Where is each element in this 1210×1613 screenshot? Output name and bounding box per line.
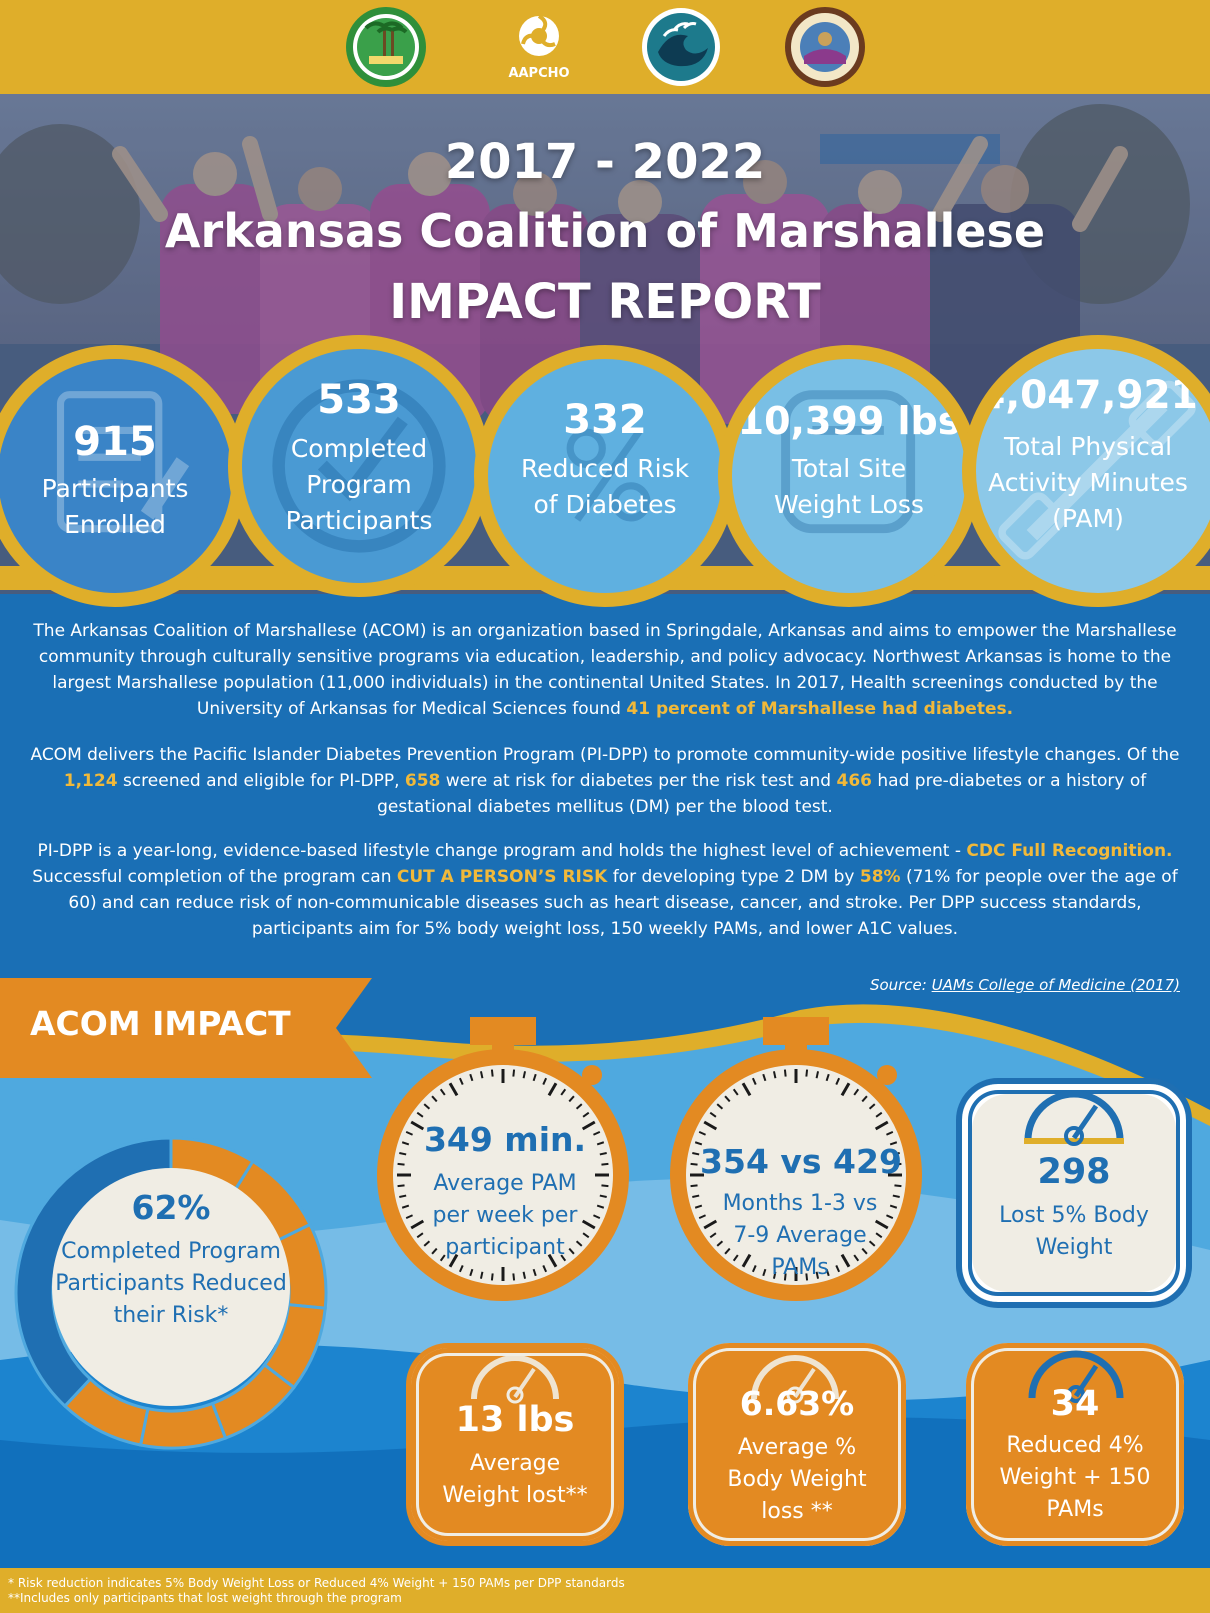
card2-label: Body Weight (727, 1467, 867, 1492)
watch2-label: 7-9 Average (733, 1223, 867, 1248)
intro-text: ACOM delivers the Pacific Islander Diabetes Prevention Program (PI-DPP) to promote community-wide positive lifestyle changes. Of the (30, 745, 1180, 765)
intro-text: screened and eligible for PI-DPP, (117, 771, 405, 791)
stat-label: of Diabetes (533, 490, 677, 519)
stopwatch-tick (600, 1153, 607, 1154)
stat-value: 915 (73, 419, 157, 465)
stopwatch-tick (513, 1273, 514, 1280)
stopwatch-tick (481, 1272, 482, 1279)
card3-value: 34 (1050, 1384, 1100, 1424)
footer (0, 1568, 1210, 1613)
stopwatch-tick (492, 1070, 493, 1077)
impact-section-title: ACOM IMPACT (30, 1004, 291, 1043)
card3-label: Reduced 4% (1006, 1433, 1144, 1458)
stopwatch-tick (481, 1071, 482, 1078)
highlight-text: CUT A PERSON’S RISK (396, 867, 608, 887)
stopwatch-tick (398, 1185, 405, 1186)
intro-text: PI-DPP is a year-long, evidence-based lifestyle change program and holds the highest level of achievement - (37, 841, 967, 861)
stat-label: Enrolled (64, 510, 166, 539)
report-title: IMPACT REPORT (389, 274, 821, 330)
watch2-label: PAMs (771, 1255, 829, 1280)
highlight-number: 466 (836, 771, 872, 791)
stat-label: Completed (290, 434, 428, 463)
stat-value: 4,047,921 (978, 373, 1198, 418)
stat-label: Total Physical (1003, 432, 1173, 461)
highlight-text: CDC Full Recognition. (966, 841, 1173, 861)
footnote-2: **Includes only participants that lost weight through the program (8, 1591, 402, 1605)
card2-label: loss ** (761, 1499, 833, 1524)
donut-segment-reduced (141, 1403, 226, 1448)
aapcho-logo (498, 6, 580, 88)
stat-circle-weight-loss (718, 345, 980, 607)
source-link[interactable]: UAMs College of Medicine (2017) (931, 976, 1180, 994)
gauge-icon (1022, 1090, 1126, 1146)
stat-circle-participants-enrolled (0, 345, 246, 607)
stat-label: Participants (41, 474, 189, 503)
intro-text: were at risk for diabetes per the risk test and (440, 771, 837, 791)
stopwatch-tick (399, 1153, 406, 1154)
stat-value: 533 (317, 377, 401, 423)
stat-circle-completed-participants (228, 335, 490, 597)
aapcho-logo-text: AAPCHO (508, 66, 570, 81)
footnote-1: * Risk reduction indicates 5% Body Weight Loss or Reduced 4% Weight + 150 PAMs per DPP standards (8, 1576, 625, 1590)
stat-value: 10,399 lbs (737, 399, 961, 443)
stopwatch-tick (524, 1071, 525, 1078)
intro-text: for developing type 2 DM by (607, 867, 860, 887)
card1-label: Average (469, 1451, 561, 1476)
logo-bar (0, 0, 1210, 94)
stat-label: Activity Minutes (988, 468, 1188, 497)
stopwatch-tick (691, 1185, 698, 1186)
highlight-text: 41 percent of Marshallese had diabetes (626, 699, 1007, 719)
donut-label: Completed Program Participants Reduced their Risk* (55, 1239, 287, 1328)
stopwatch-tick (601, 1164, 608, 1165)
pacific-islanders-center-logo (345, 6, 427, 88)
watch1-label: Average PAM (433, 1171, 577, 1196)
watch1-label: participant (445, 1235, 565, 1260)
watch1-value: 349 min. (423, 1120, 587, 1159)
card-top-value: 298 (1037, 1152, 1111, 1192)
stopwatch-tick (785, 1070, 786, 1077)
source-citation (870, 976, 1180, 994)
highlight-number: 1,124 (63, 771, 118, 791)
intro-text: Successful completion of the program can (32, 867, 397, 887)
intro-text: (71% for people over the age of 60) and can reduce risk of non-communicable diseases such as heart disease, cancer, and stroke. Per DPP success standards, participants aim for 5% body weight loss, 150 weekly PAMs, and lower A1C values. (68, 867, 1178, 939)
stat-label: Program (306, 470, 412, 499)
watch1-label: per week per (432, 1203, 578, 1228)
stat-label: Participants (285, 506, 433, 535)
stopwatch-tick (524, 1272, 525, 1279)
card2-label: Average % (737, 1435, 857, 1460)
stat-circle-reduced-risk (474, 345, 736, 607)
card1-label: Weight lost** (442, 1483, 588, 1508)
card3-label: PAMs (1046, 1497, 1104, 1522)
report-years: 2017 - 2022 (444, 134, 766, 190)
watch2-value: 354 vs 429 (700, 1142, 902, 1181)
wave-logo (640, 6, 722, 88)
gauge-icon (468, 1353, 562, 1405)
stopwatch-tick (692, 1196, 699, 1197)
intro-paragraph-3 (20, 838, 1190, 942)
donut-value: 62% (131, 1188, 211, 1227)
highlight-text: . (1006, 699, 1014, 719)
stopwatch-tick (513, 1070, 514, 1077)
intro-text: had pre-diabetes or a history of gestational diabetes mellitus (DM) per the blood test. (377, 771, 1147, 817)
stat-label: Reduced Risk (520, 454, 690, 483)
organization-name: Arkansas Coalition of Marshallese (164, 204, 1046, 258)
stopwatch-tick (492, 1273, 493, 1280)
stopwatch-tick (806, 1070, 807, 1077)
highlight-number: 658 (404, 771, 441, 791)
source-prefix: Source: (869, 976, 932, 994)
watch2-label: Months 1-3 vs (722, 1191, 878, 1216)
card3-label: Weight + 150 (999, 1465, 1151, 1490)
stat-circle-physical-activity (962, 335, 1210, 607)
card-top-label: Lost 5% Body (999, 1203, 1149, 1228)
stopwatch-tick (817, 1071, 818, 1078)
stopwatch-tick (398, 1164, 405, 1165)
arkansas-coalition-of-marshallese-logo (784, 6, 866, 88)
card2-value: 6.63% (739, 1384, 855, 1423)
intro-text: The Arkansas Coalition of Marshallese (ACOM) is an organization based in Springdale, Arkansas and aims to empower the Marshallese community through culturally sensitive programs via education, leadership, and policy advocacy. Northwest Arkansas is home to the largest Marshallese population (11,000 individuals) in the continental United States. In 2017, Health screenings conducted by the University of Arkansas for Medical Sciences found (33, 621, 1177, 719)
stat-label: Weight Loss (774, 490, 924, 519)
stopwatch-tick (894, 1185, 901, 1186)
card-top-label: Weight (1035, 1235, 1113, 1260)
intro-paragraph-2 (20, 742, 1190, 820)
stopwatch-tick (774, 1071, 775, 1078)
highlight-number: 58% (859, 867, 901, 887)
stat-value: 332 (563, 397, 647, 443)
card1-value: 13 lbs (455, 1400, 575, 1440)
intro-paragraph-1 (20, 618, 1190, 722)
stat-label: Total Site (791, 454, 907, 483)
stat-label: (PAM) (1052, 504, 1124, 533)
